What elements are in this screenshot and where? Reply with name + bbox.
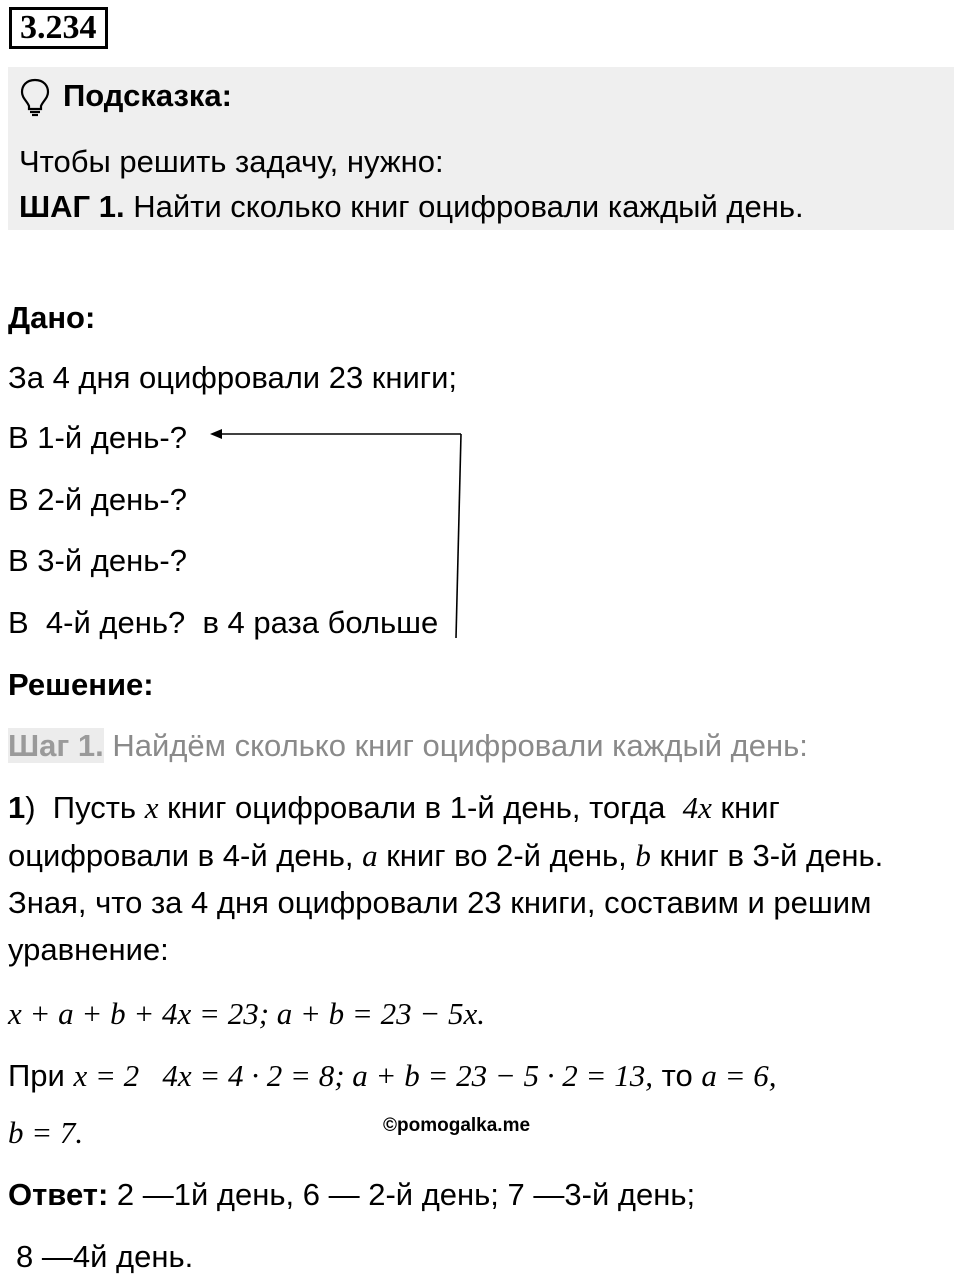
hint-step-label: ШАГ 1. (19, 189, 125, 224)
task-number: 3.234 (9, 7, 108, 49)
var-b: b (635, 838, 651, 873)
solution-step-text: Найдём сколько книг оцифровали каждый день: (103, 728, 808, 763)
equation: x + a + b + 4x = 23; a + b = 23 − 5x. (8, 996, 486, 1031)
given-line-1: За 4 дня оцифровали 23 книги; (8, 360, 458, 395)
item-paren: ) Пусть (25, 790, 145, 825)
when-line (8, 1056, 776, 1096)
para-1-a: книг оцифровали в 1-й день, тогда (158, 790, 683, 825)
solution-step-label: Шаг 1. (8, 728, 104, 763)
hint-step (19, 187, 804, 227)
solution-para-line-3: Зная, что за 4 дня оцифровали 23 книги, составим и решим (8, 885, 872, 920)
solution-step (8, 726, 808, 766)
answer-line-2: 8 —4й день. (16, 1239, 194, 1274)
para-1-b: книг (711, 790, 780, 825)
watermark: ©pomogalka.me (383, 1115, 531, 1136)
solution-para-line-1 (8, 788, 780, 828)
solution-para-line-4: уравнение: (8, 932, 169, 967)
answer-line-1 (8, 1175, 695, 1215)
var-a: a (362, 838, 378, 873)
given-line-3: В 2-й день-? (8, 482, 187, 517)
solution-para-line-2 (8, 836, 883, 876)
hint-title: Подсказка: (63, 78, 232, 113)
para-2-a: оцифровали в 4-й день, (8, 838, 363, 873)
given-line-4: В 3-й день-? (8, 543, 187, 578)
para-2-c: книг в 3-й день. (650, 838, 884, 873)
hint-step-text: Найти сколько книг оцифровали каждый день. (133, 189, 804, 224)
when-a: a = 6, (701, 1058, 777, 1093)
when-math: x = 2 4x = 4 · 2 = 8; a + b = 23 − 5 · 2 = 13, (73, 1058, 653, 1093)
solution-title: Решение: (8, 667, 154, 702)
hint-intro: Чтобы решить задачу, нужно: (19, 144, 444, 179)
given-line-2: В 1-й день-? (8, 420, 187, 455)
when-to: то (652, 1058, 702, 1093)
expr-4x: 4x (682, 790, 712, 825)
when-prefix: При (8, 1058, 74, 1093)
b-value: b = 7. (8, 1115, 84, 1150)
answer-text-1: 2 —1й день, 6 — 2-й день; 7 —3-й день; (108, 1177, 696, 1212)
relation-arrow (200, 420, 470, 645)
item-number: 1 (8, 790, 26, 825)
var-x: x (144, 790, 159, 825)
given-line-5: В 4-й день? в 4 раза больше (8, 605, 439, 640)
lightbulb-icon (18, 77, 52, 117)
para-2-b: книг во 2-й день, (377, 838, 636, 873)
given-title: Дано: (8, 300, 96, 335)
answer-label: Ответ: (8, 1177, 109, 1212)
